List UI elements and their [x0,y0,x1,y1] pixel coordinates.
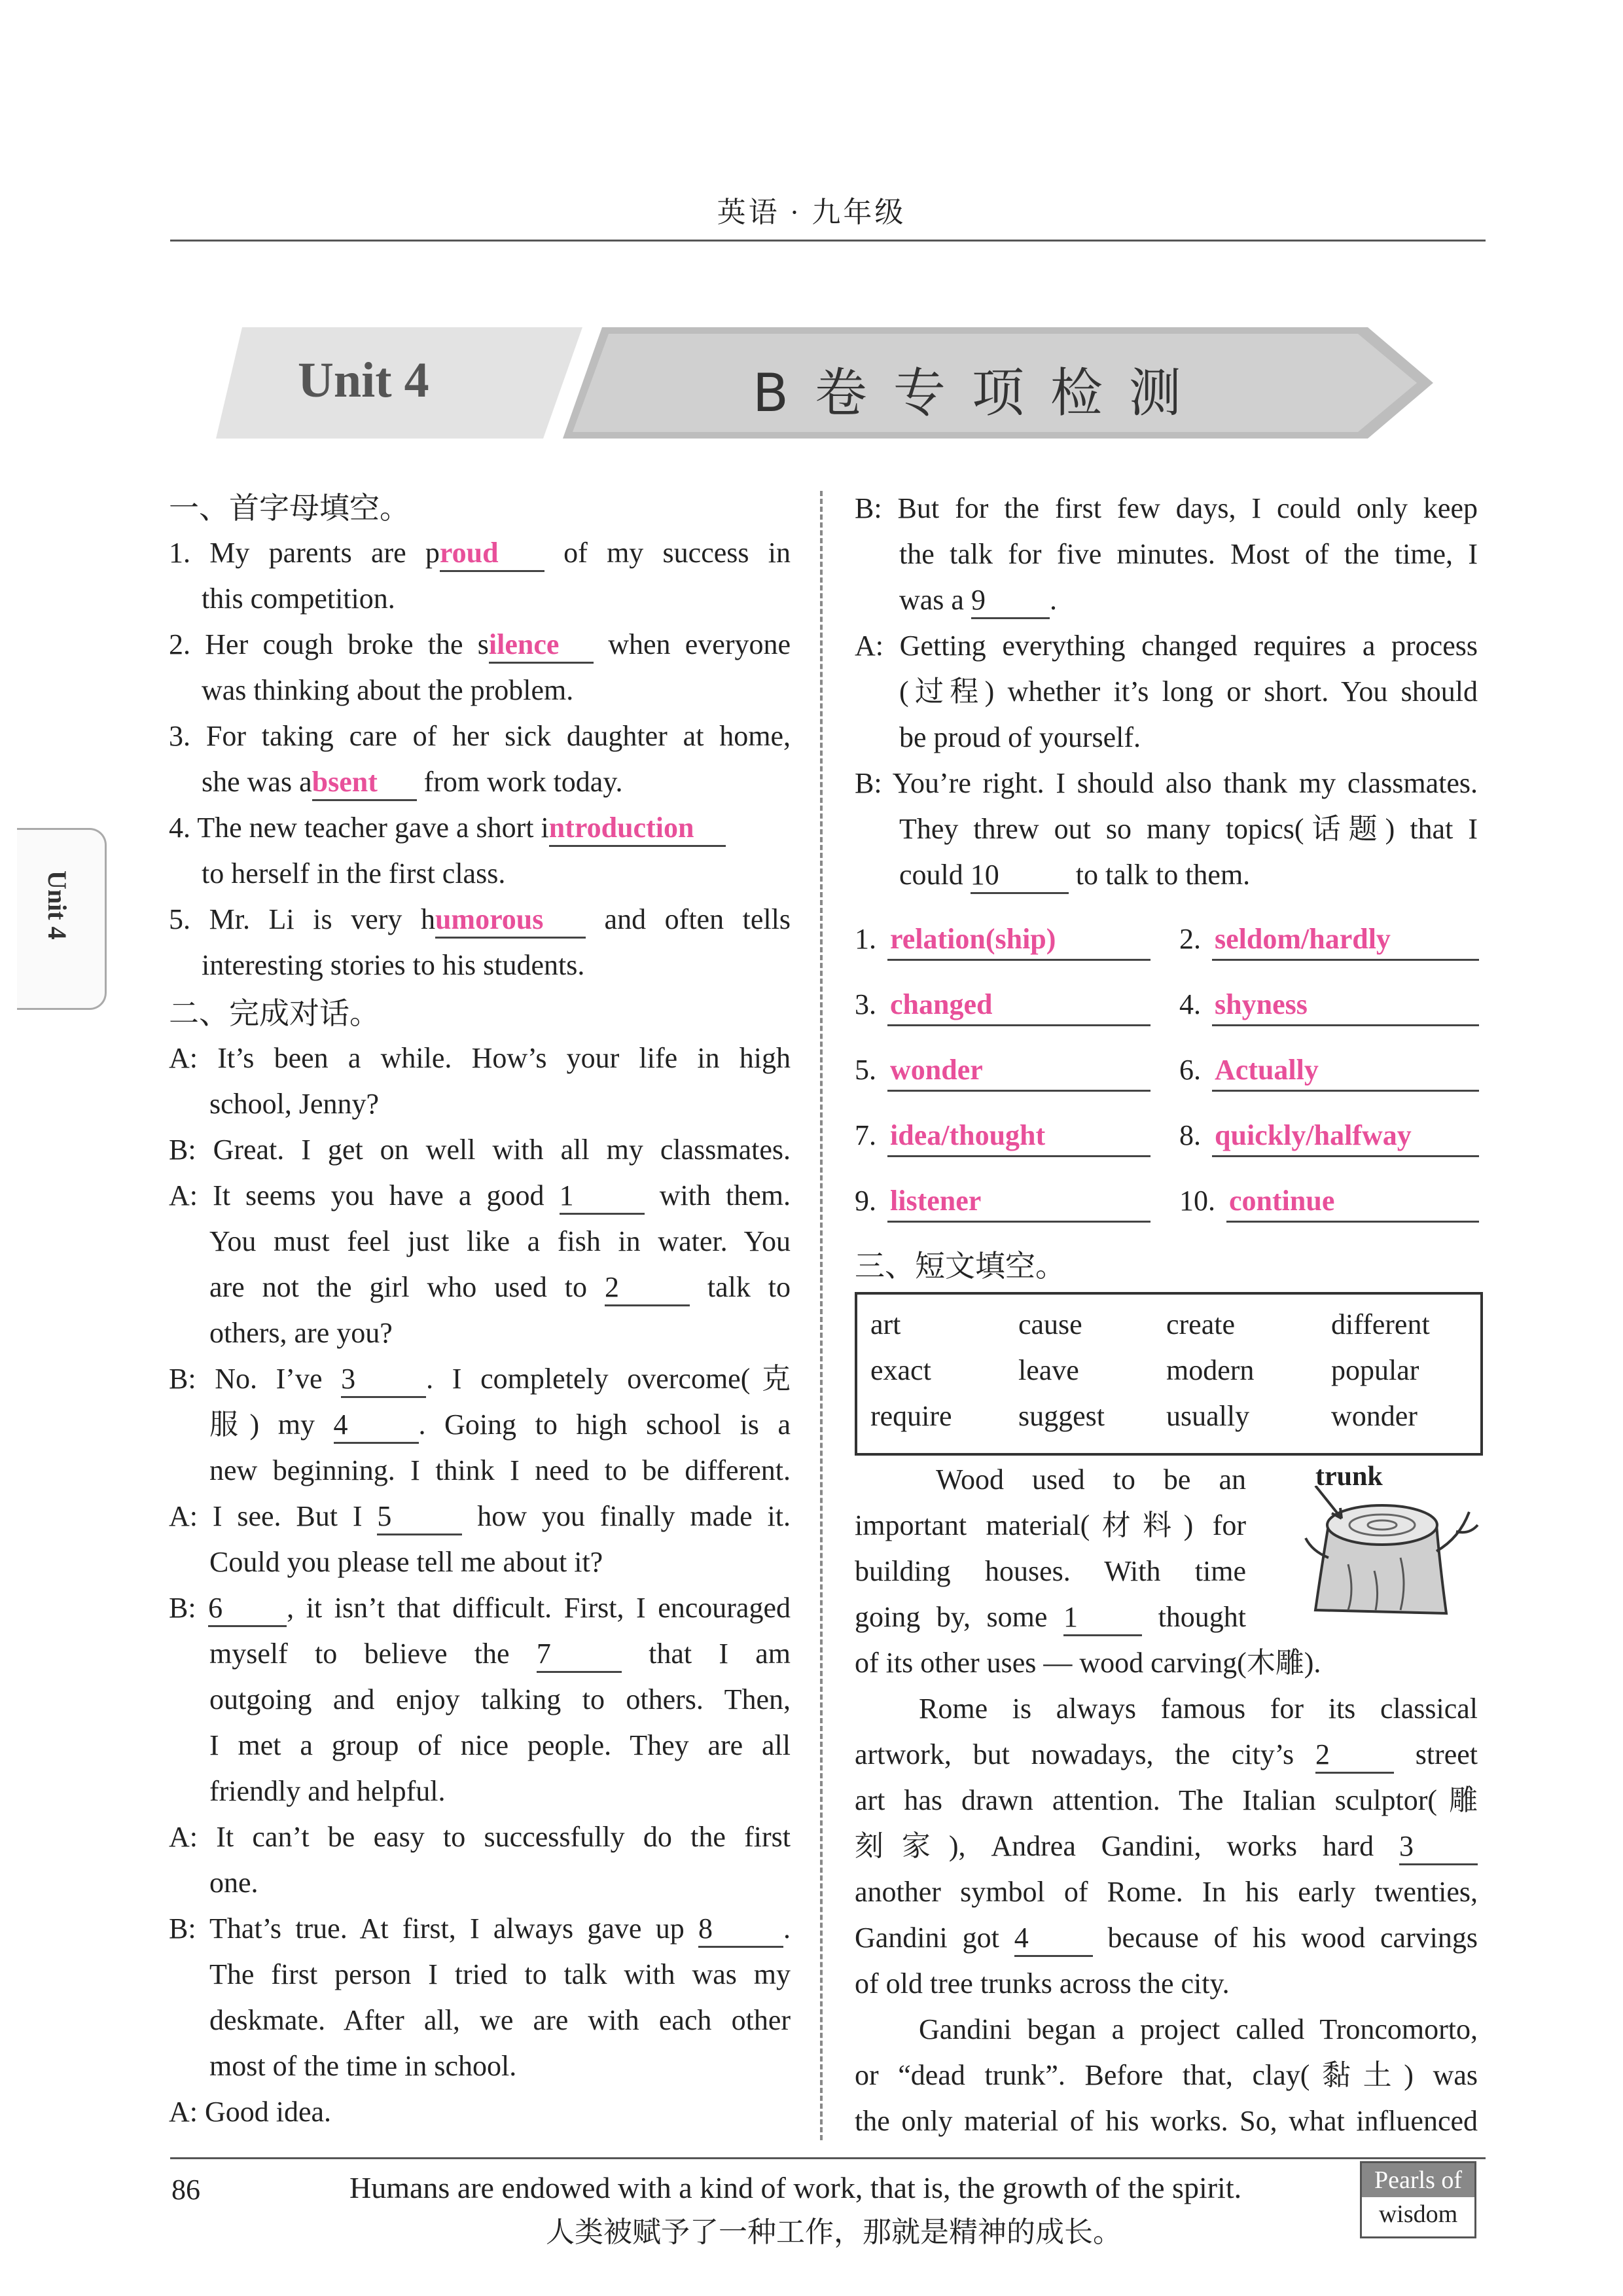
s1-item-5: 5. Mr. Li is very humorous and often tells [169,897,791,942]
trunk-label: trunk [1315,1462,1383,1492]
s1-item-4-cont: to herself in the first class. [202,857,506,889]
dialog-line: A: It seems you have a good 1 with them. [169,1173,791,1219]
dialog-line: A: I see. But I 5 how you finally made it. [169,1494,791,1539]
answer-line: 8. quickly/halfway [1179,1116,1479,1157]
blank-8: 8 [698,1912,783,1948]
blank-3: 3 [1399,1829,1478,1865]
blank-7: 7 [537,1637,622,1673]
dialog-line: A: It’s been a while. How’s your life in high [169,1042,791,1074]
answer-line: 4. shyness [1179,985,1479,1026]
passage-line: another symbol of Rome. In his early twenties, [855,1876,1478,1908]
passage-line: Wood used to be an [936,1463,1246,1496]
dialog-line: one. [209,1867,259,1899]
word-bank-item: art [870,1308,901,1340]
passage-line: going by, some 1 thought [855,1594,1246,1640]
dialog-line: B: That’s true. At first, I always gave up 8 . [169,1906,791,1952]
dialog-line: could 10 to talk to them. [899,852,1478,898]
pearls-of-wisdom-badge [1360,2161,1476,2238]
passage-line: art has drawn attention. The Italian sculptor(雕 [855,1784,1478,1816]
blank-1: 1 [1063,1600,1142,1636]
word-bank-item: leave [1018,1354,1079,1386]
word-bank-item: wonder [1331,1400,1418,1432]
dialog-line: new beginning. I think I need to be different. [209,1454,791,1486]
s1-item-3-cont: she was absent from work today. [202,759,791,805]
dialog-line: friendly and helpful. [209,1775,446,1807]
dialog-line: others, are you? [209,1317,393,1349]
tree-trunk-icon [1302,1486,1486,1623]
header-rule [170,240,1486,242]
blank-4: 4 [334,1408,419,1444]
section2-heading: 二、完成对话。 [169,996,380,1031]
dialog-line: B: But for the first few days, I could only keep [855,492,1478,524]
word-bank-item: modern [1166,1354,1255,1386]
footer-quote-chinese: 人类被赋予了一种工作，那就是精神的成长。 [546,2215,1122,2249]
s1-item-2: 2. Her cough broke the silence when everyone [169,622,791,668]
dialog-line: B: Great. I get on well with all my classmates. [169,1134,791,1166]
side-unit-label: Unit 4 [43,870,72,940]
passage-line: artwork, but nowadays, the city’s 2 street [855,1732,1478,1778]
dialog-line: Could you please tell me about it? [209,1546,603,1578]
word-bank-item: suggest [1018,1400,1105,1432]
answer-line: 3. changed [855,985,1150,1026]
blank-6: 6 [208,1591,287,1627]
dialog-line: (过程) whether it’s long or short. You should [899,675,1478,708]
dialog-line: B: 6 , it isn’t that difficult. First, I encouraged [169,1585,791,1631]
dialog-line: B: No. I’ve 3 . I completely overcome(克 [169,1356,791,1402]
blank-2: 2 [605,1270,690,1306]
dialog-line: deskmate. After all, we are with each other [209,2004,791,2036]
answer-line: 10. continue [1179,1181,1479,1223]
passage-line: Gandini got 4 because of his wood carvings [855,1915,1478,1961]
passage-line: the only material of his works. So, what influenced [855,2105,1478,2137]
dialog-line: myself to believe the 7 that I am [209,1631,791,1677]
blank-3: 3 [341,1362,426,1398]
blank-4: 4 [1014,1921,1093,1957]
word-bank-item: cause [1018,1308,1082,1340]
answer-line: 1. relation(ship) [855,920,1150,961]
blank-2: 2 [1315,1738,1394,1774]
s1-item-1: 1. My parents are proud of my success in [169,530,791,576]
passage-line: 刻家), Andrea Gandini, works hard 3 [855,1823,1478,1869]
passage-line: important material(材料) for [855,1509,1246,1541]
section1-heading: 一、首字母填空。 [169,490,410,526]
blank-10: 10 [971,858,1069,894]
dialog-line: 服) my 4 . Going to high school is a [209,1402,791,1448]
blank-5: 5 [377,1499,462,1535]
pearls-badge-bottom: wisdom [1378,2200,1458,2228]
dialog-line: You must feel just like a fish in water. You [209,1225,791,1257]
answer-line: 7. idea/thought [855,1116,1150,1157]
s1-item-2-cont: was thinking about the problem. [202,674,574,706]
blank-9: 9 [971,583,1050,619]
blank-1: 1 [560,1179,645,1215]
answer-line: 2. seldom/hardly [1179,920,1479,961]
dialog-line: most of the time in school. [209,2050,517,2082]
banner-title: B卷专项检测 [753,363,1207,423]
s1-item-1-cont: this competition. [202,583,395,615]
s1-item-3: 3. For taking care of her sick daughter at home, [169,720,791,752]
passage-line: or “dead trunk”. Before that, clay(黏土) was [855,2059,1478,2091]
dialog-line: school, Jenny? [209,1088,380,1120]
pearls-badge-top: Pearls of [1362,2163,1474,2197]
footer-quote-english: Humans are endowed with a kind of work, that is, the growth of the spirit. [349,2171,1242,2204]
passage-line: of old tree trunks across the city. [855,1967,1230,2000]
word-bank-item: create [1166,1308,1235,1340]
answer-line: 6. Actually [1179,1050,1479,1092]
page-header-title: 英语 · 九年级 [717,196,906,228]
passage-line: Gandini began a project called Troncomorto, [919,2013,1478,2045]
dialog-line: I met a group of nice people. They are all [209,1729,791,1761]
dialog-line: The first person I tried to talk with was my [209,1958,791,1990]
dialog-line: are not the girl who used to 2 talk to [209,1265,791,1310]
answer-line: 5. wonder [855,1050,1150,1092]
dialog-line: was a 9 . [899,577,1478,623]
word-bank-item: exact [870,1354,931,1386]
section3-heading: 三、短文填空。 [855,1248,1065,1283]
dialog-line: the talk for five minutes. Most of the time, I [899,538,1478,570]
dialog-line: be proud of yourself. [899,721,1141,753]
answer-line: 9. listener [855,1181,1150,1223]
passage-line: of its other uses — wood carving(木雕). [855,1647,1321,1679]
word-bank-item: usually [1166,1400,1250,1432]
passage-line: building houses. With time [855,1555,1246,1587]
footer-rule [170,2157,1486,2159]
dialog-line: A: Getting everything changed requires a process [855,630,1478,662]
dialog-line: A: It can’t be easy to successfully do the first [169,1821,791,1853]
s1-item-4: 4. The new teacher gave a short introduction [169,805,791,851]
dialog-line: outgoing and enjoy talking to others. Then, [209,1683,791,1715]
unit-label: Unit 4 [298,353,429,408]
dialog-line: B: You’re right. I should also thank my classmates. [855,767,1478,799]
word-bank-item: popular [1331,1354,1419,1386]
dialog-line: They threw out so many topics(话题) that I [899,813,1478,845]
word-bank-item: require [870,1400,952,1432]
word-bank-item: different [1331,1308,1430,1340]
dialog-line: A: Good idea. [169,2096,332,2128]
column-divider [820,491,823,2140]
page-number: 86 [171,2174,200,2206]
passage-line: Rome is always famous for its classical [919,1693,1478,1725]
s1-item-5-cont: interesting stories to his students. [202,949,585,981]
